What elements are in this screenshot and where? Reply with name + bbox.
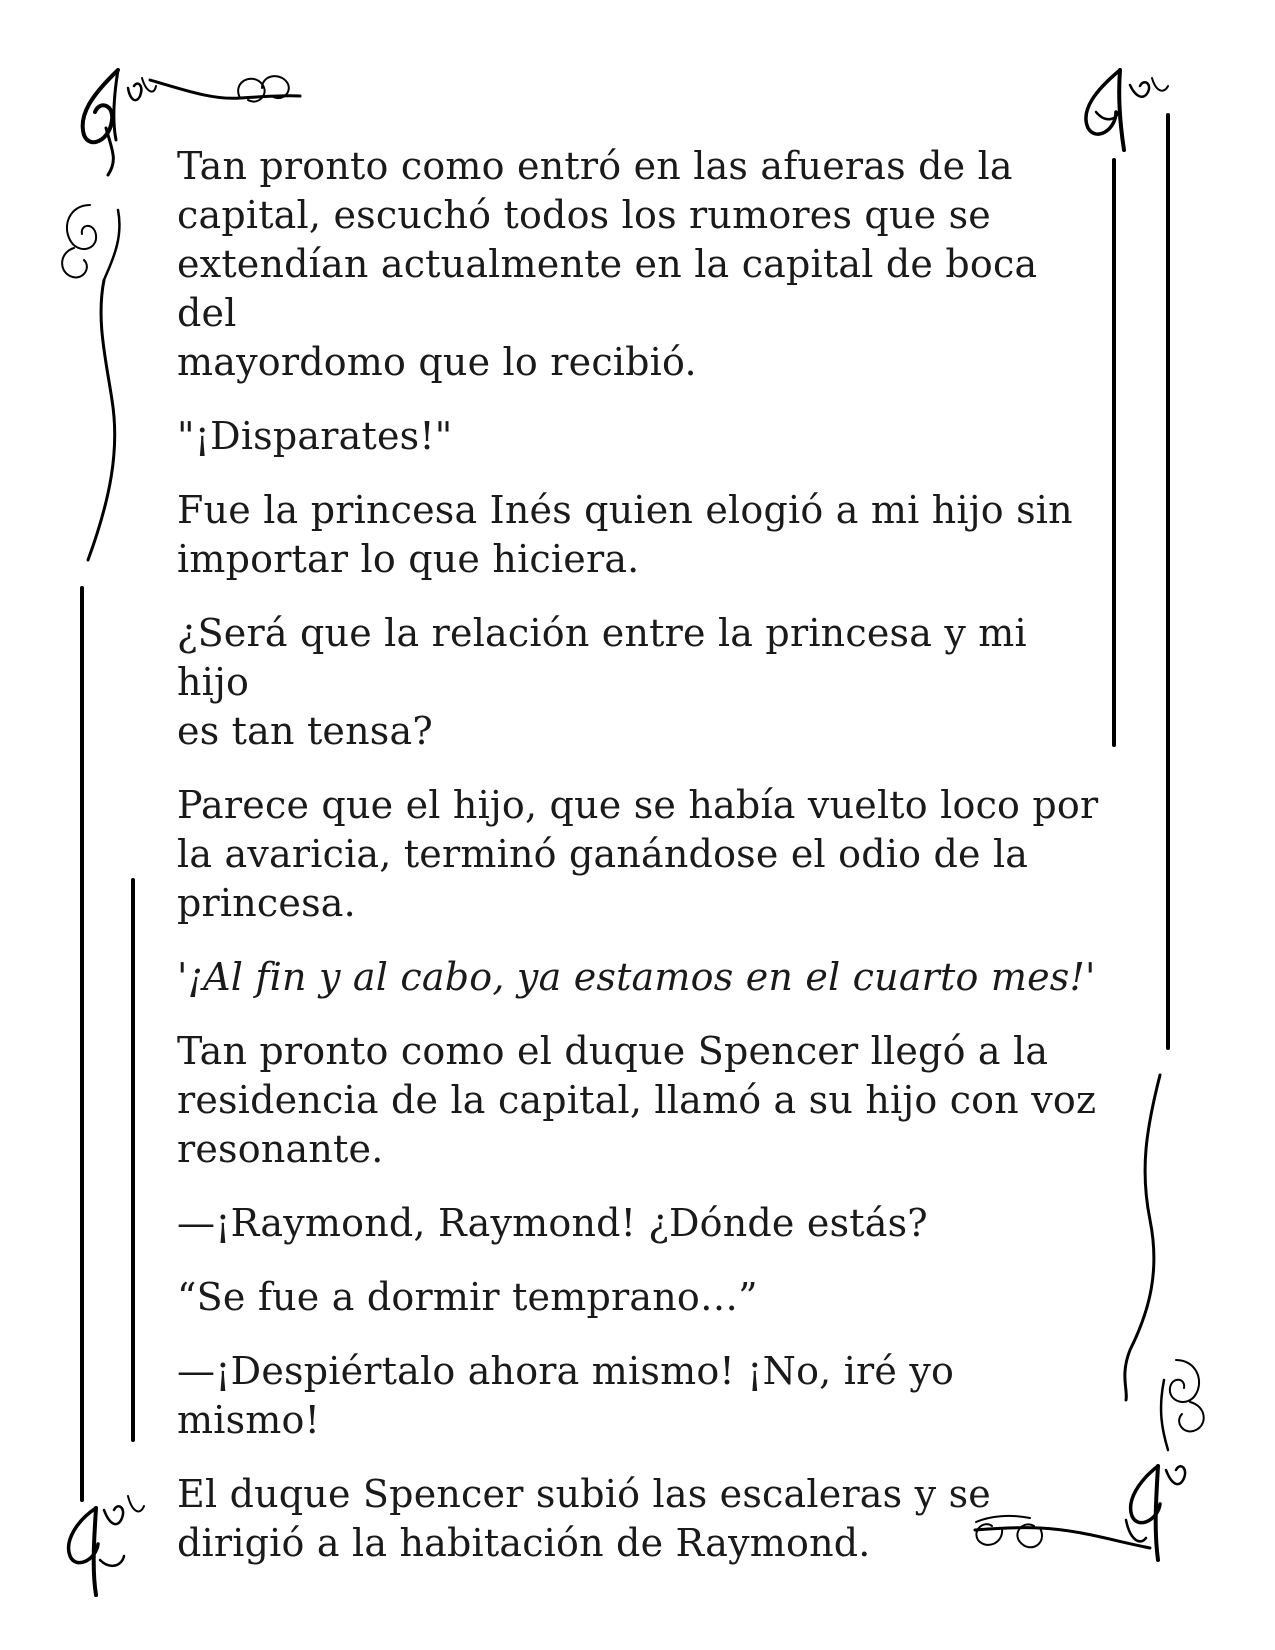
paragraph-8-dialogue: —¡Raymond, Raymond! ¿Dónde estás? <box>177 1201 928 1245</box>
paragraph-10-dialogue: —¡Despiértalo ahora mismo! ¡No, iré yo mismo! <box>177 1349 955 1442</box>
paragraph-5: Parece que el hijo, que se había vuelto loco por la avaricia, terminó ganándose el odio de la princesa. <box>177 783 1099 925</box>
swirl-ornament-icon <box>62 205 119 280</box>
corner-flourish-icon <box>69 1496 144 1595</box>
paragraph-7: Tan pronto como el duque Spencer llegó a la residencia de la capital, llamó a su hijo con voz resonante. <box>177 1029 1097 1171</box>
paragraph-11: El duque Spencer subió las escaleras y se dirigió a la habitación de Raymond. <box>177 1472 991 1565</box>
paragraph-6-thought: '¡Al fin y al cabo, ya estamos en el cuarto mes!' <box>177 955 1096 999</box>
paragraph-9-dialogue: “Se fue a dormir temprano…” <box>177 1275 758 1319</box>
paragraph-3: Fue la princesa Inés quien elogió a mi hijo sin importar lo que hiciera. <box>177 488 1073 581</box>
story-text <box>177 142 1107 1593</box>
paragraph-4: ¿Será que la relación entre la princesa y mi hijo es tan tensa? <box>177 611 1027 753</box>
swirl-ornament-icon <box>1161 1360 1204 1450</box>
paragraph-2: "¡Disparates!" <box>177 414 453 458</box>
corner-flourish-icon <box>1086 70 1168 150</box>
paragraph-1: Tan pronto como entró en las afueras de la capital, escuchó todos los rumores que se extendían actualmente en la capital de boca del mayordomo que lo recibió. <box>177 144 1038 384</box>
